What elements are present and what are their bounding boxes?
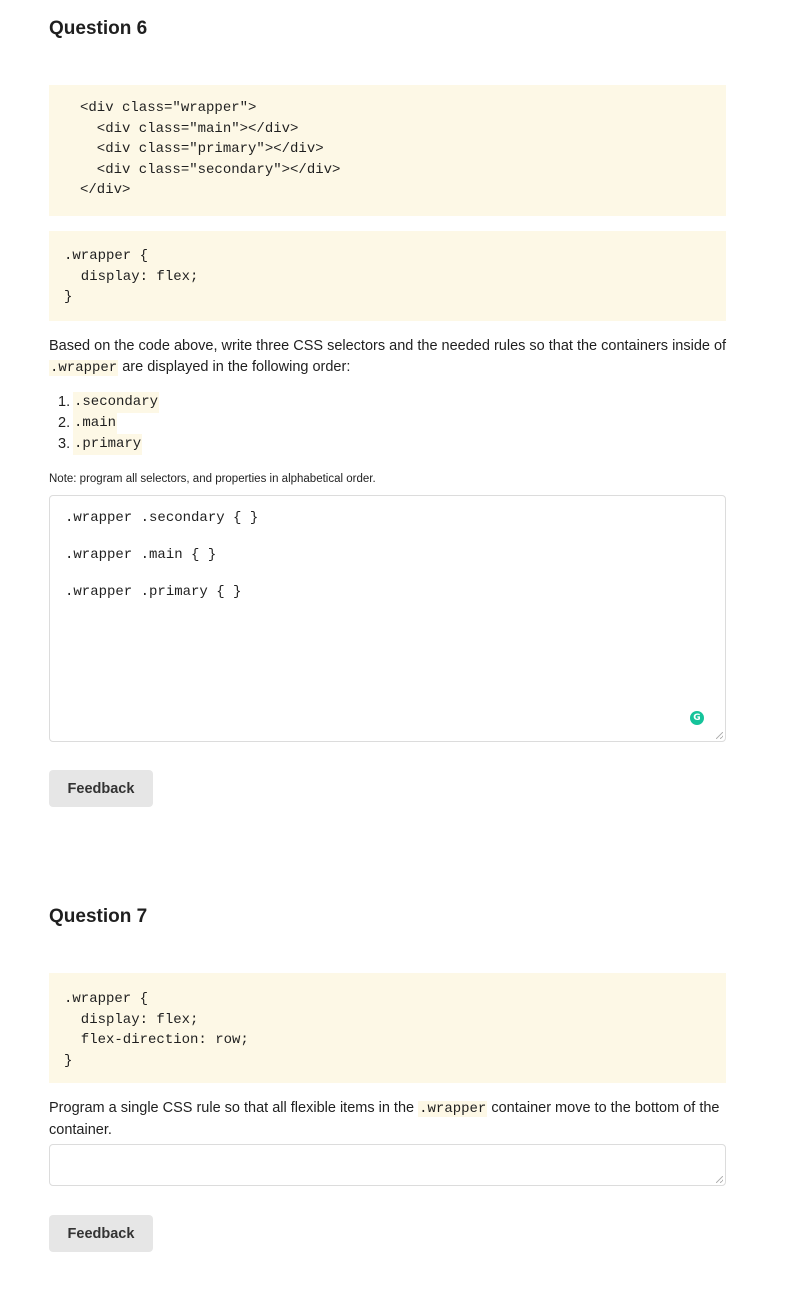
list-item-code: .secondary xyxy=(73,392,159,413)
grammarly-icon[interactable]: G xyxy=(690,711,704,725)
question-7-prompt-text-end: container move to the bottom of the container. xyxy=(49,1100,720,1138)
question-7-title: Question 7 xyxy=(49,906,148,927)
question-6-order-list xyxy=(58,392,159,455)
question-7-prompt xyxy=(49,1098,739,1141)
question-7-feedback-button[interactable]: Feedback xyxy=(49,1215,153,1252)
question-6-title: Question 6 xyxy=(49,18,148,39)
question-6-html-code-block: <div class="wrapper"> <div class="main"></div> <div class="primary"></div> <div class="secondary"></div> </div> xyxy=(49,85,726,216)
list-item-code: .main xyxy=(73,413,117,434)
list-item-number: 3. xyxy=(58,436,71,452)
question-7-prompt-text: Program a single CSS rule so that all flexible items in the xyxy=(49,1100,419,1116)
question-7-css-code-block: .wrapper { display: flex; flex-direction: row; } xyxy=(49,973,726,1083)
answer-line: .wrapper .secondary { } xyxy=(65,510,259,526)
question-7-answer-textarea[interactable] xyxy=(49,1144,726,1186)
list-item xyxy=(58,434,159,455)
question-6-prompt xyxy=(49,336,739,379)
list-item-number: 2. xyxy=(58,415,71,431)
list-item xyxy=(58,413,159,434)
question-6-feedback-button[interactable]: Feedback xyxy=(49,770,153,807)
question-6-prompt-code: .wrapper xyxy=(50,360,118,376)
list-item-number: 1. xyxy=(58,394,71,410)
list-item xyxy=(58,392,159,413)
answer-line: .wrapper .main { } xyxy=(65,547,217,563)
answer-line: .wrapper .primary { } xyxy=(65,584,242,600)
question-7-prompt-code: .wrapper xyxy=(419,1101,487,1117)
question-6-note: Note: program all selectors, and properties in alphabetical order. xyxy=(49,473,376,485)
question-6-css-code-block: .wrapper { display: flex; } xyxy=(49,231,726,321)
resize-grip-icon[interactable] xyxy=(716,732,723,739)
resize-grip-icon[interactable] xyxy=(716,1176,723,1183)
list-item-code: .primary xyxy=(73,434,142,455)
question-6-prompt-text-end: are displayed in the following order: xyxy=(118,359,351,375)
question-6-prompt-text: Based on the code above, write three CSS selectors and the needed rules so that the containers inside of xyxy=(49,338,727,354)
question-6-answer-textarea[interactable] xyxy=(49,495,726,742)
